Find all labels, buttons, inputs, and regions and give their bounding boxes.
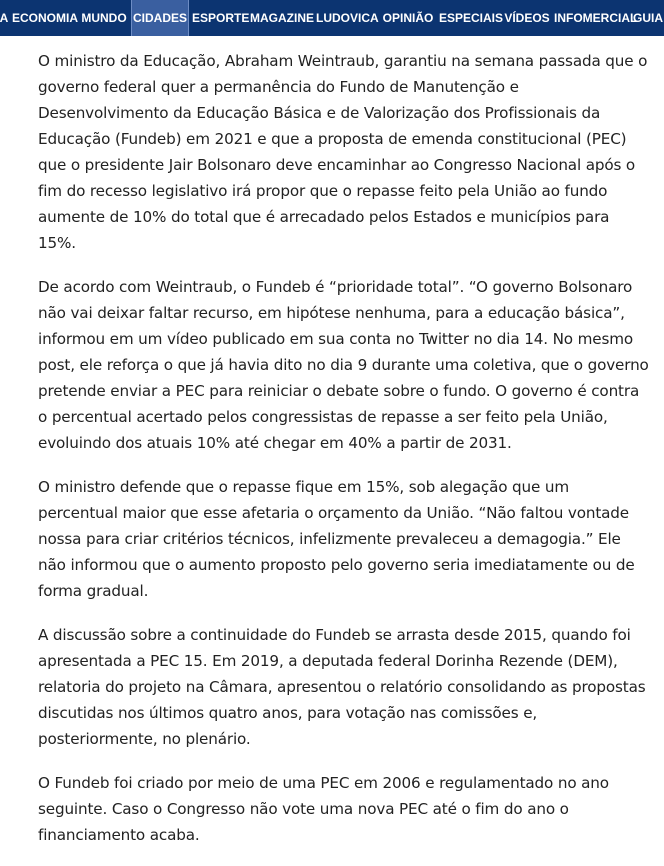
article-paragraph: O ministro da Educação, Abraham Weintraub, garantiu na semana passada que o governo federal quer a permanência do Fundo de Manutenção e Desenvolvimento da Educação Básica e de Valorização dos Profissionais da Educação (Fundeb) em 2021 e que a proposta de emenda constitucional (PEC) que o presidente Jair Bolsonaro deve encaminhar ao Congresso Nacional após o fim do recesso legislativo irá propor que o repasse feito pela União ao fundo aumente de 10% do total que é arrecadado pelos Estados e municípios para 15%.: [38, 52, 648, 252]
nav-item-economia[interactable]: ECONOMIA: [12, 11, 78, 25]
nav-item-ludovica[interactable]: LUDOVICA: [316, 11, 379, 25]
nav-item-mundo[interactable]: MUNDO: [81, 11, 127, 25]
article-paragraph: De acordo com Weintraub, o Fundeb é “prioridade total”. “O governo Bolsonaro não vai deixar faltar recurso, em hipótese nenhuma, para a educação básica”, informou em um vídeo publicado em sua conta no Twitter no dia 14. No mesmo post, ele reforça o que já havia dito no dia 9 durante uma coletiva, que o governo pretende enviar a PEC para reiniciar o debate sobre o fundo. O governo é contra o percentual acertado pelos congressistas de repasse a ser feito pela União, evoluindo dos atuais 10% até chegar em 40% a partir de 2031.: [38, 278, 649, 452]
article-paragraph: A discussão sobre a continuidade do Fundeb se arrasta desde 2015, quando foi apresentada a PEC 15. Em 2019, a deputada federal Dorinha Rezende (DEM), relatoria do projeto na Câmara, apresentou o relatório consolidando as propostas discutidas nos últimos quatro anos, para votação nas comissões e, posteriormente, no plenário.: [38, 626, 646, 748]
nav-item-opiniao[interactable]: OPINIÃO: [382, 11, 434, 25]
nav-item-magazine[interactable]: MAGAZINE: [250, 11, 314, 25]
article-paragraph: O ministro defende que o repasse fique em 15%, sob alegação que um percentual maior que esse afetaria o orçamento da União. “Não faltou vontade nossa para criar critérios técnicos, infelizmente prevaleceu a demagogia.” Ele não informou que o aumento proposto pelo governo seria imediatamente ou de forma gradual.: [38, 478, 635, 600]
top-navigation-bar: [0, 0, 664, 36]
nav-item-videos[interactable]: VÍDEOS: [504, 11, 550, 25]
article-paragraph: O Fundeb foi criado por meio de uma PEC em 2006 e regulamentado no ano seguinte. Caso o Congresso não vote uma nova PEC até o fim do ano o financiamento acaba.: [38, 774, 609, 844]
nav-item-partial-left[interactable]: A: [0, 11, 9, 25]
nav-item-especiais[interactable]: ESPECIAIS: [439, 11, 504, 25]
nav-item-infomercial[interactable]: INFOMERCIAL: [554, 11, 638, 25]
nav-item-esporte[interactable]: ESPORTE: [192, 11, 250, 25]
nav-item-guia[interactable]: GUIA: [633, 11, 663, 25]
article-body: [38, 48, 650, 866]
nav-item-cidades[interactable]: CIDADES: [131, 0, 189, 36]
